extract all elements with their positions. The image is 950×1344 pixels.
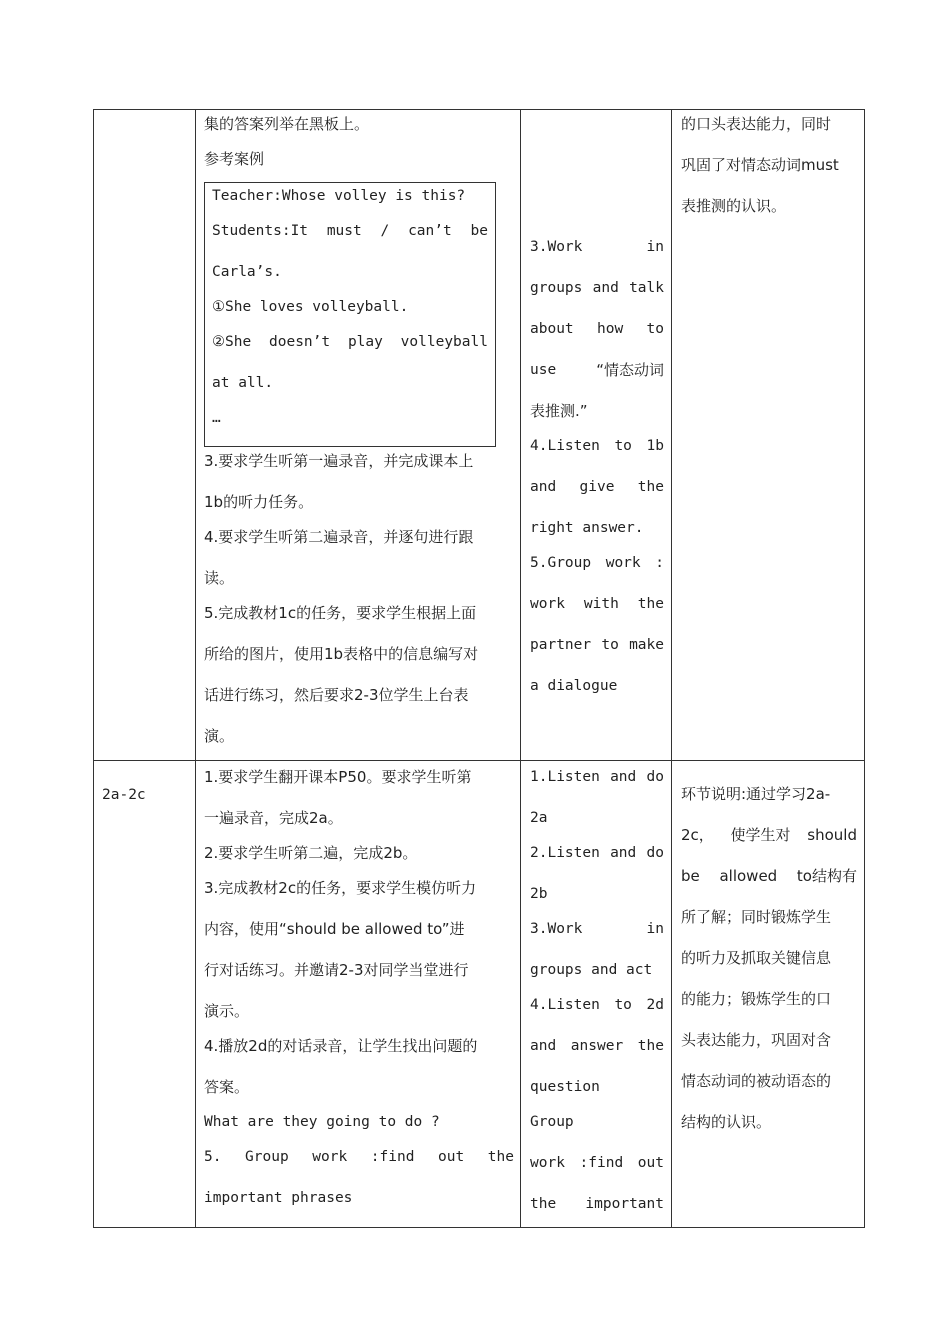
student-line: 2.Listen and do [530,845,664,861]
student-line: 5.Group work : [530,555,664,571]
intent-line: 头表达能力，巩固对含 [681,1031,832,1049]
reference-example-text [212,186,488,443]
table-border-right [864,109,865,1228]
student-line: partner to make [530,637,664,653]
row1-student-cell [530,237,664,717]
step-3-line-a: 3.要求学生听第一遍录音，并完成课本上 [204,452,474,470]
student-line: groups and act [530,962,653,978]
step-5-line-d: 演。 [204,727,235,745]
example-reason-2-cont: at all. [212,375,274,391]
student-line: question [530,1079,600,1095]
student-line: 4.Listen to 2d [530,997,664,1013]
column-divider-3 [671,109,672,1228]
step-line: 行对话练习。并邀请2-3对同学当堂进行 [204,961,469,979]
student-line: groups and talk [530,280,664,296]
step-5-line-a: 5.完成教材1c的任务，要求学生根据上面 [204,604,477,622]
steps-line: 集的答案列举在黑板上。 [204,115,370,133]
student-line: work :find out [530,1155,664,1171]
step-4-line-a: 4.要求学生听第二遍录音，并逐句进行跟 [204,528,474,546]
intent-line: 的能力；锻炼学生的口 [681,990,832,1008]
column-divider-2 [520,109,521,1228]
section-label: 2a-2c [102,787,146,803]
step-3-line-b: 1b的听力任务。 [204,493,314,511]
table-border-left [93,109,94,1228]
student-line: right answer. [530,520,644,536]
step-line: 内容，使用“should be allowed to”进 [204,920,465,938]
row2-steps-cell [204,767,514,1229]
student-line: and answer the [530,1038,664,1054]
student-line: and give the [530,479,664,495]
student-line: Group [530,1114,574,1130]
step-4-line-b: 读。 [204,569,235,587]
reference-example-heading: 参考案例 [204,150,265,168]
student-line: use “情态动词 [530,361,664,379]
intent-line: 情态动词的被动语态的 [681,1072,832,1090]
student-line: a dialogue [530,678,618,694]
student-line: work with the [530,596,664,612]
student-line: 表推测.” [530,402,588,420]
student-line: 2b [530,886,548,902]
example-students-line: Students:It must / can’t be [212,223,488,239]
intent-line: be allowed to结构有 [681,867,857,885]
intent-line: 环节说明:通过学习2a- [681,785,831,803]
student-line: the important [530,1196,664,1212]
student-line: 1.Listen and do [530,769,664,785]
intent-line: 表推测的认识。 [681,197,787,215]
student-line: 4.Listen to 1b [530,438,664,454]
row1-steps-items [204,451,514,767]
step-line: 4.播放2d的对话录音，让学生找出问题的 [204,1037,478,1055]
student-line: 3.Work in [530,921,664,937]
step-5-line-b: 所给的图片，使用1b表格中的信息编写对 [204,645,479,663]
row2-intent-cell [681,784,857,1153]
intent-line: 结构的认识。 [681,1113,772,1131]
intent-line: 的听力及抓取关键信息 [681,949,832,967]
intent-line: 巩固了对情态动词must [681,156,839,174]
intent-line: 2c， 使学生对 should [681,826,857,844]
example-reason-2: ②She doesn’t play volleyball [212,334,488,350]
student-line: about how to [530,321,664,337]
student-line: 2a [530,810,548,826]
row1-intent-cell [681,114,857,237]
example-reason-1: ①She loves volleyball. [212,299,409,315]
step-line: 2.要求学生听第二遍，完成2b。 [204,844,418,862]
example-teacher-line: Teacher:Whose volley is this? [212,188,466,204]
step-line: 答案。 [204,1078,250,1096]
student-line: 3.Work in [530,239,664,255]
step-line: What are they going to do ? [204,1114,440,1130]
row1-steps-cell [204,114,514,190]
step-line: important phrases [204,1190,353,1206]
example-students-line-cont: Carla’s. [212,264,282,280]
step-line: 3.完成教材2c的任务，要求学生模仿听力 [204,879,477,897]
step-line: 5. Group work :find out the [204,1149,514,1165]
intent-line: 的口头表达能力，同时 [681,115,832,133]
row2-student-cell [530,767,664,1235]
example-ellipsis: … [212,410,221,426]
step-5-line-c: 话进行练习，然后要求2-3位学生上台表 [204,686,469,704]
step-line: 一遍录音，完成2a。 [204,809,343,827]
section-label-cell [102,785,190,826]
intent-line: 所了解；同时锻炼学生 [681,908,832,926]
table-border-top [93,109,865,110]
column-divider-1 [195,109,196,1228]
step-line: 1.要求学生翻开课本P50。要求学生听第 [204,768,472,786]
step-line: 演示。 [204,1002,250,1020]
